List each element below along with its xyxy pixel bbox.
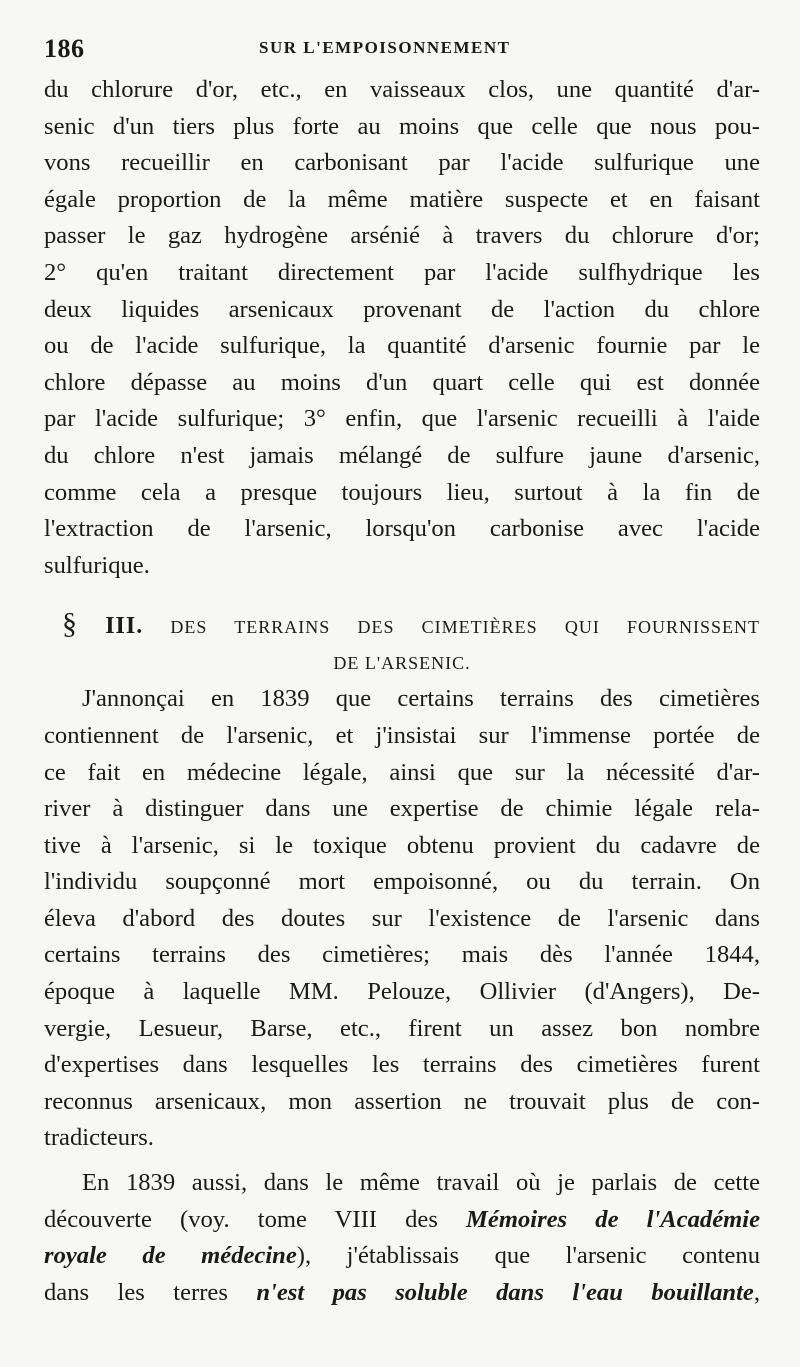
text-line: l'individu soupçonné mort empoisonné, ou du terrain. On xyxy=(44,868,760,896)
text-line: deux liquides arsenicaux provenant de l'action du chlore xyxy=(44,295,760,323)
text-line: du chlorure d'or, etc., en vaisseaux clos, une quantité d'ar- xyxy=(44,76,760,103)
text-line xyxy=(44,1275,760,1312)
text-line: comme cela a presque toujours lieu, surtout à la fin de xyxy=(44,478,760,506)
text-line: l'extraction de l'arsenic, lorsqu'on carbonise avec l'acide xyxy=(44,515,760,543)
text-line: river à distinguer dans une expertise de chimie légale rela- xyxy=(44,795,760,823)
text-line: époque à laquelle MM. Pelouze, Ollivier (d'Angers), De- xyxy=(44,978,760,1006)
text-line: certains terrains des cimetières; mais dès l'année 1844, xyxy=(44,941,760,969)
text-line xyxy=(44,1238,760,1275)
text-run: dans les terres xyxy=(44,1278,257,1306)
text-line: contiennent de l'arsenic, et j'insistai sur l'immense portée de xyxy=(44,721,760,749)
section-number: III. xyxy=(105,613,144,640)
italic-title: royale de médecine xyxy=(44,1242,297,1270)
section-title-text: DES TERRAINS DES CIMETIÈRES QUI FOURNISSENT xyxy=(170,617,761,638)
text-line: En 1839 aussi, dans le même travail où je parlais de cette xyxy=(82,1169,760,1197)
text-line: sulfurique. xyxy=(44,551,150,579)
text-run: ), j'établissais que l'arsenic contenu xyxy=(296,1242,760,1270)
text-line: éleva d'abord des doutes sur l'existence de l'arsenic dans xyxy=(44,904,760,932)
text-line: égale proportion de la même matière suspecte et en faisant xyxy=(44,185,760,213)
paragraph-1 xyxy=(44,681,760,1157)
continuation-text xyxy=(44,72,760,584)
text-line xyxy=(44,1202,760,1239)
text-line: senic d'un tiers plus forte au moins que celle que nous pou- xyxy=(44,112,760,140)
text-line: tradicteurs. xyxy=(44,1124,154,1152)
running-header xyxy=(44,28,760,72)
text-line: vergie, Lesueur, Barse, etc., firent un assez bon nombre xyxy=(44,1014,760,1042)
text-line: ou de l'acide sulfurique, la quantité d'arsenic fournie par le xyxy=(44,332,760,360)
text-run: , xyxy=(753,1278,760,1306)
text-line: chlore dépasse au moins d'un quart celle qui est donnée xyxy=(44,368,760,396)
running-title: SUR L'EMPOISONNEMENT xyxy=(259,38,511,57)
text-line: J'annonçai en 1839 que certains terrains des cimetières xyxy=(82,685,760,713)
text-line: vons recueillir en carbonisant par l'acide sulfurique une xyxy=(44,149,760,177)
italic-title: Mémoires de l'Académie xyxy=(466,1205,760,1233)
page-number: 186 xyxy=(44,34,85,63)
italic-emphasis: n'est pas soluble dans l'eau bouillante xyxy=(256,1278,754,1306)
paragraph-2 xyxy=(44,1165,760,1311)
text-line: reconnus arsenicaux, mon assertion ne trouvait plus de con- xyxy=(44,1087,760,1115)
section-title-line-1 xyxy=(44,606,760,645)
text-line: du chlore n'est jamais mélangé de sulfure jaune d'arsenic, xyxy=(44,441,760,469)
section-title-line-2: DE L'ARSENIC. xyxy=(333,653,471,674)
text-line: d'expertises dans lesquelles les terrains des cimetières furent xyxy=(44,1051,760,1079)
section-sign: § xyxy=(62,607,78,641)
section-heading xyxy=(44,606,760,681)
text-line: ce fait en médecine légale, ainsi que sur la nécessité d'ar- xyxy=(44,758,760,786)
text-line: 2° qu'en traitant directement par l'acide sulfhydrique les xyxy=(44,258,760,286)
text-line: passer le gaz hydrogène arsénié à travers du chlorure d'or; xyxy=(44,222,760,250)
text-run: découverte (voy. tome VIII des xyxy=(44,1205,467,1233)
text-line: par l'acide sulfurique; 3° enfin, que l'arsenic recueilli à l'aide xyxy=(44,405,760,433)
text-line: tive à l'arsenic, si le toxique obtenu provient du cadavre de xyxy=(44,831,760,859)
